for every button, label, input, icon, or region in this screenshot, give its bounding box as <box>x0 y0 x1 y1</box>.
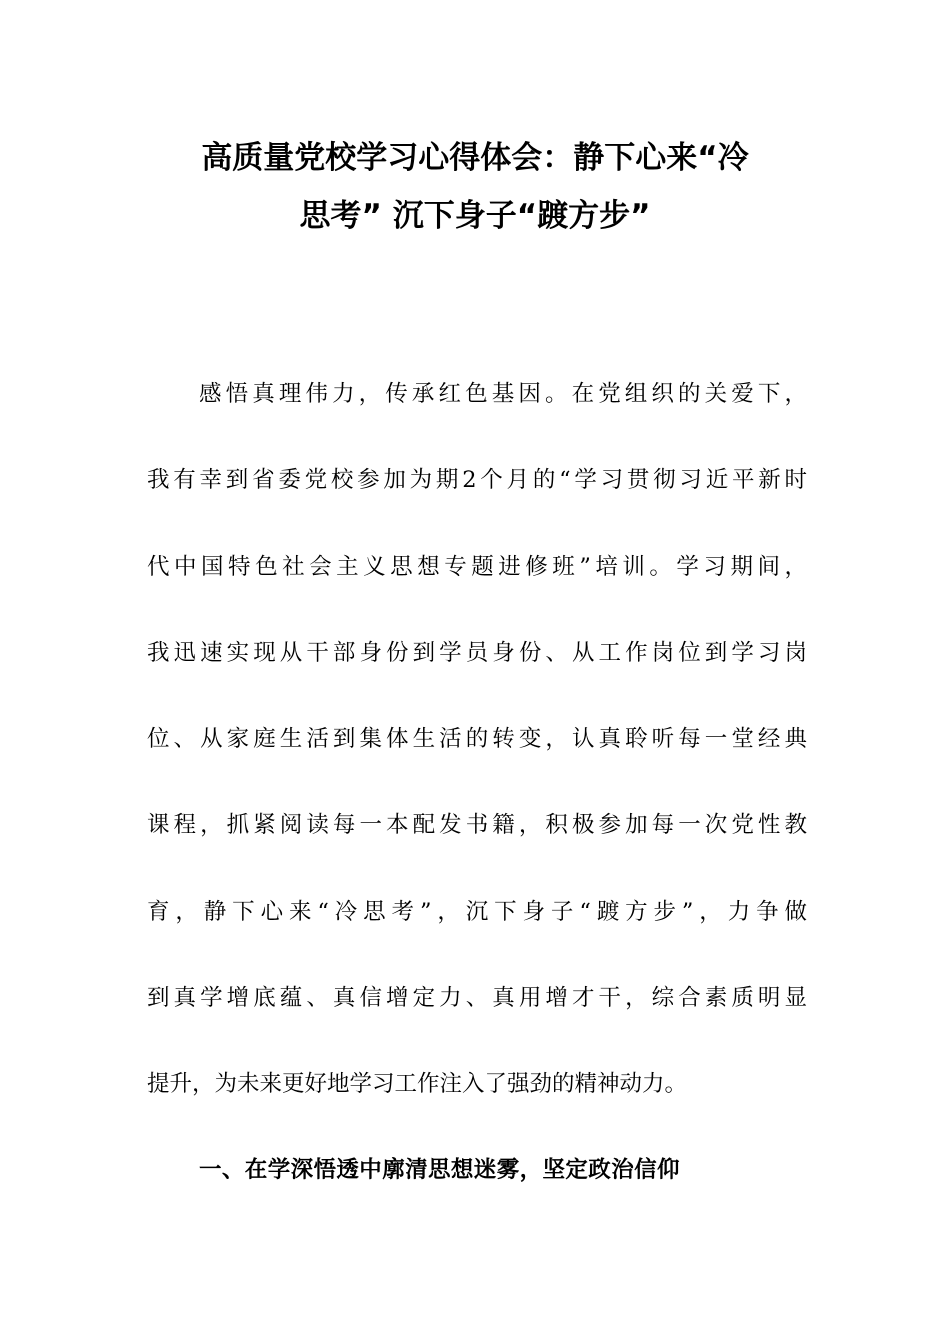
document-title-line-2: 思考” 沉下身子“踱方步” <box>299 198 651 234</box>
paragraph-line-8: 到真学增底蕴、真信增定力、真用增才干，综合素质明显 <box>147 985 807 1011</box>
paragraph-line-5: 位、从家庭生活到集体生活的转变，认真聆听每一堂经典 <box>147 726 807 752</box>
paragraph-line-7: 育，静下心来“冷思考”，沉下身子“踱方步”，力争做 <box>147 899 807 925</box>
paragraph-line-2: 我有幸到省委党校参加为期2个月的“学习贯彻习近平新时 <box>147 467 807 493</box>
section-heading: 一、在学深悟透中廓清思想迷雾，坚定政治信仰 <box>199 1157 680 1183</box>
paragraph-line-1: 感悟真理伟力，传承红色基因。在党组织的关爱下， <box>199 381 807 407</box>
paragraph-line-3: 代中国特色社会主义思想专题进修班”培训。学习期间， <box>147 554 807 580</box>
document-title-line-1: 高质量党校学习心得体会：静下心来“冷 <box>201 140 749 176</box>
paragraph-line-9: 提升，为未来更好地学习工作注入了强劲的精神动力。 <box>147 1071 688 1097</box>
paragraph-line-6: 课程，抓紧阅读每一本配发书籍，积极参加每一次党性教 <box>147 812 807 838</box>
paragraph-line-4: 我迅速实现从干部身份到学员身份、从工作岗位到学习岗 <box>147 640 807 666</box>
